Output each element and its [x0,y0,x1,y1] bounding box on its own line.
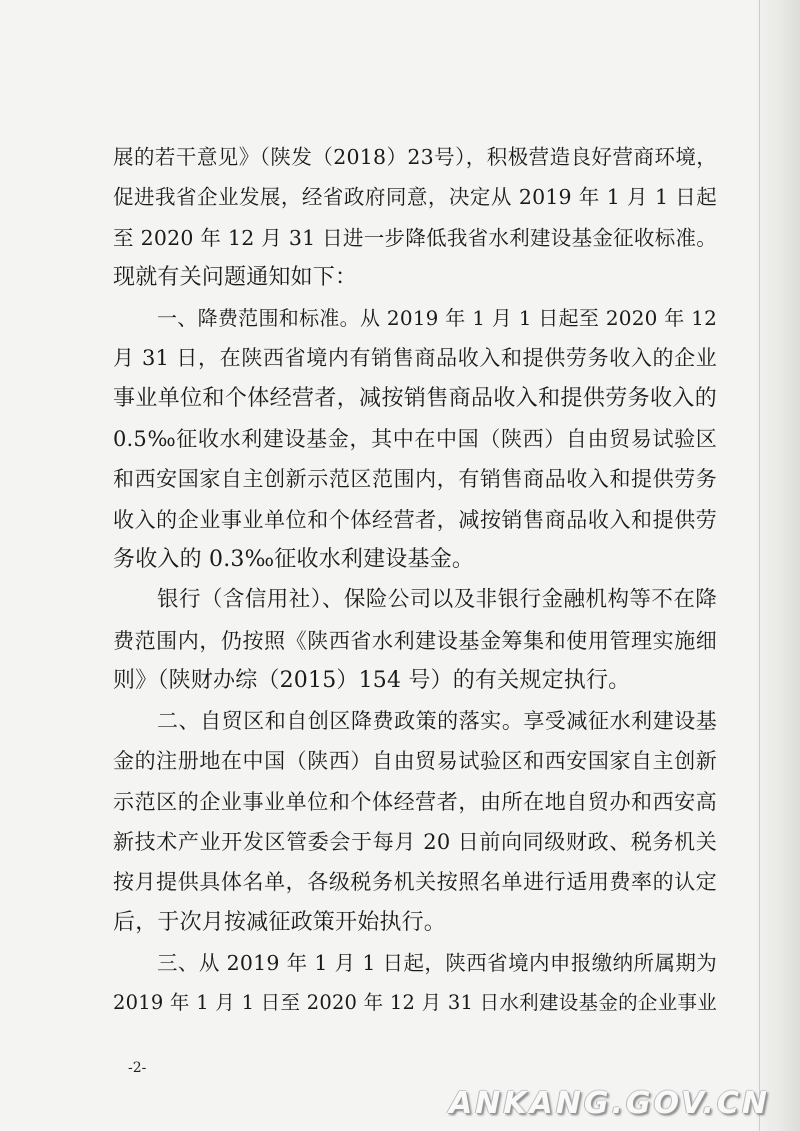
text-line: 新技术产业开发区管委会于每月 20 日前向同级财政、税务机关 [113,830,717,855]
document-body [113,137,717,1024]
text-line: 收入的企业事业单位和个体经营者，减按销售商品收入和提供劳 [113,507,717,532]
text-line: 务收入的 0.3‰征收水利建设基金。 [113,546,475,572]
section-heading-line: 三、从 2019 年 1 月 1 日起，陕西省境内申报缴纳所属期为 [157,950,717,975]
text-line: 2019 年 1 月 1 日至 2020 年 12 月 31 日水利建设基金的企业事业 [113,991,717,1015]
text-line: 月 31 日，在陕西省境内有销售商品收入和提供劳务收入的企业 [113,346,717,371]
text-line: 事业单位和个体经营者，减按销售商品收入和提供劳务收入的 [113,385,717,411]
paragraph-start-line: 银行（含信用社）、保险公司以及非银行金融机构等不在降 [157,587,717,613]
section-heading-line: 一、降费范围和标准。从 2019 年 1 月 1 日起至 2020 年 12 [157,306,717,331]
text-line: 至 2020 年 12 月 31 日进一步降低我省水利建设基金征收标准。 [113,225,717,250]
text-line: 费范围内，仍按照《陕西省水利建设基金筹集和使用管理实施细 [113,628,717,653]
text-line: 示范区的企业事业单位和个体经营者，由所在地自贸办和西安高 [113,789,717,814]
section-heading-line: 二、自贸区和自创区降费政策的落实。享受减征水利建设基 [157,709,717,734]
text-line: 和西安国家自主创新示范区范围内，有销售商品收入和提供劳务 [113,467,717,492]
text-line: 促进我省企业发展，经省政府同意，决定从 2019 年 1 月 1 日起 [113,185,717,210]
text-line: 现就有关问题通知如下： [113,264,358,290]
scan-edge-shadow [756,0,800,1131]
text-line: 金的注册地在中国（陕西）自由贸易试验区和西安国家自主创新 [113,749,717,774]
text-line: 按月提供具体名单，各级税务机关按照名单进行适用费率的认定 [113,870,717,895]
page-number: -2- [128,1060,147,1076]
text-line: 0.5‰征收水利建设基金，其中在中国（陕西）自由贸易试验区 [113,427,717,452]
text-line: 展的若干意见》（陕发（2018）23号），积极营造良好营商环境， [113,145,717,169]
text-line: 后，于次月按减征政策开始执行。 [113,909,447,935]
text-line: 则》（陕财办综（2015）154 号）的有关规定执行。 [113,667,631,693]
scan-edge-line [759,0,760,1131]
site-watermark: ANKANG.GOV.CN [448,1086,770,1121]
